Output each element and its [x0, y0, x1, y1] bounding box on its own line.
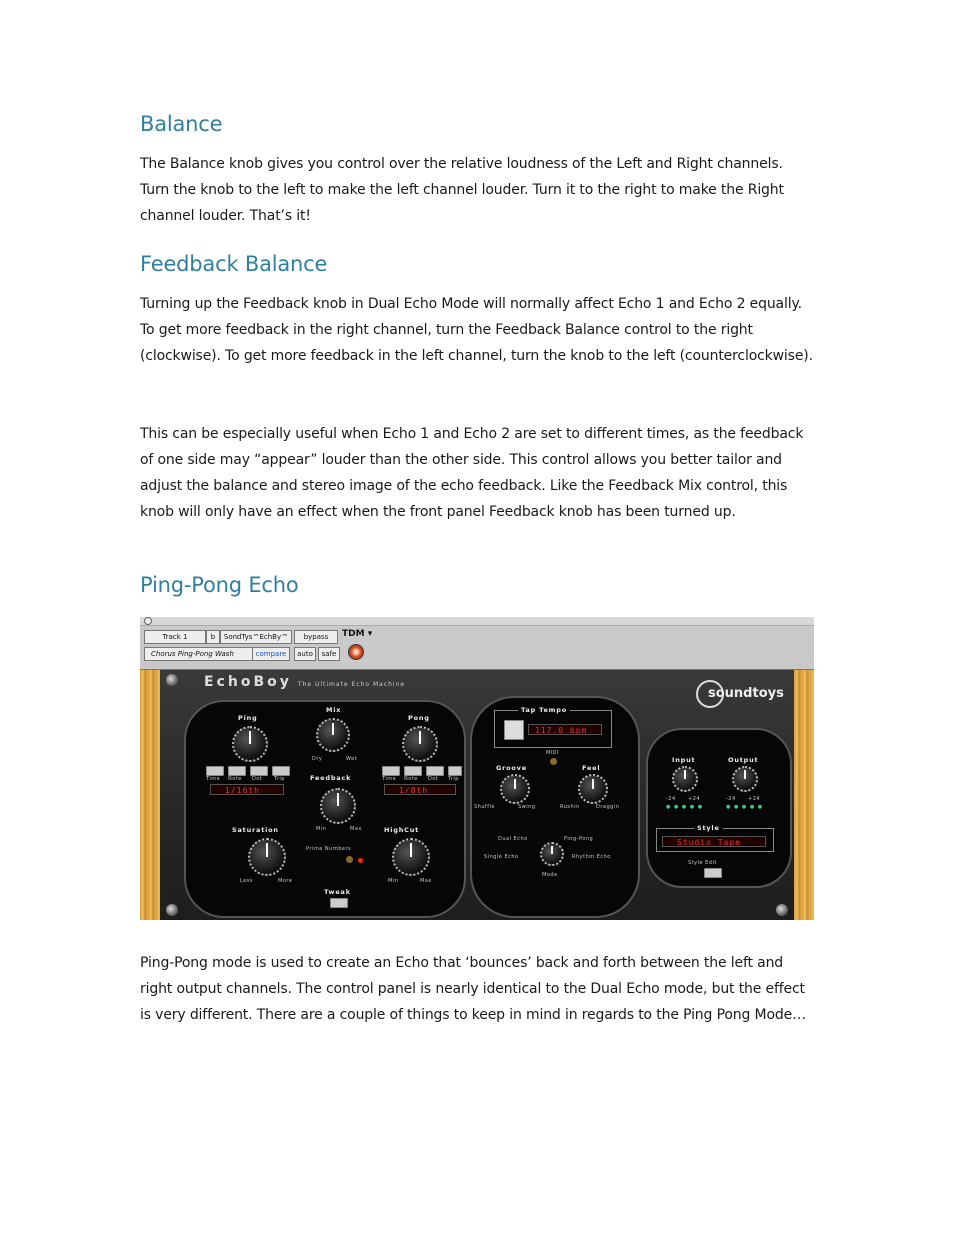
dual-echo-label: Dual Echo: [498, 836, 528, 842]
feedback-label: Feedback: [310, 774, 352, 782]
rhythm-echo-label: Rhythm Echo: [572, 854, 611, 860]
screw-icon: [776, 904, 788, 916]
bypass-button[interactable]: bypass: [294, 630, 338, 644]
section-heading-ping-pong-echo: Ping-Pong Echo: [140, 573, 299, 597]
feedback-balance-paragraph-2: This can be especially useful when Echo 1 and Echo 2 are set to different times, as the feedback of one side may “appear” louder than the other side. This control allows you better tailor and adjust the balance and stereo image of the echo feedback. Like the Feedback Mix control, this knob will only have an effect when the front panel Feedback knob has been turned up.: [140, 426, 804, 520]
highcut-label: HighCut: [384, 826, 420, 834]
draggin-label: Draggin: [596, 804, 620, 810]
plugin-body: [140, 670, 814, 920]
brand-title: [204, 674, 405, 690]
saturation-less-label: Less: [240, 878, 253, 884]
screw-icon: [166, 674, 178, 686]
midi-label: MIDI: [546, 750, 560, 756]
tweak-label: Tweak: [324, 888, 351, 896]
logo-text: soundtoys: [708, 686, 784, 701]
swing-label: Swing: [518, 804, 536, 810]
tweak-button[interactable]: [330, 898, 348, 908]
input-meter: ● ● ● ● ●: [666, 804, 704, 810]
dry-label: Dry: [312, 756, 323, 762]
tempo-display[interactable]: 117.0 bpm: [528, 724, 602, 735]
style-label: Style: [694, 824, 723, 832]
wood-side-left: [140, 670, 160, 920]
tap-tempo-button[interactable]: [504, 720, 524, 740]
screw-icon: [166, 904, 178, 916]
saturation-knob[interactable]: [248, 838, 286, 876]
style-display[interactable]: Studio Tape: [662, 836, 766, 847]
brand-tagline: The Ultimate Echo Machine: [297, 681, 406, 688]
close-icon[interactable]: [144, 617, 152, 625]
track-mode-button[interactable]: b: [206, 630, 220, 644]
mix-knob[interactable]: [316, 718, 350, 752]
input-min-label: -24: [666, 796, 676, 802]
feedback-max-label: Max: [350, 826, 362, 832]
ping-dot-label: Dot: [252, 776, 263, 782]
echoboy-plugin-screenshot: [140, 617, 814, 920]
ping-time-label: Time: [206, 776, 221, 782]
ping-trip-button[interactable]: [272, 766, 290, 776]
tdm-label: TDM ▾: [342, 629, 373, 639]
pong-note-button[interactable]: [404, 766, 422, 776]
balance-paragraph: The Balance knob gives you control over the relative loudness of the Left and Right channels. Turn the knob to the left to make the left channel louder. Turn it to the right to make the Right channel louder. That’s it!: [140, 156, 784, 224]
output-max-label: +24: [748, 796, 761, 802]
shuffle-label: Shuffle: [474, 804, 495, 810]
plugin-titlebar: [140, 617, 814, 626]
section-heading-balance: Balance: [140, 112, 223, 136]
highcut-min-label: Min: [388, 878, 399, 884]
wood-side-right: [794, 670, 814, 920]
pong-time-label: Time: [382, 776, 397, 782]
output-meter: ● ● ● ● ●: [726, 804, 764, 810]
pong-dot-label: Dot: [428, 776, 439, 782]
prime-numbers-switch[interactable]: [346, 856, 353, 863]
groove-knob[interactable]: [500, 774, 530, 804]
output-knob[interactable]: [732, 766, 758, 792]
echo-section: [184, 700, 466, 918]
pong-label: Pong: [408, 714, 430, 722]
pong-trip-button[interactable]: [448, 766, 462, 776]
mode-knob[interactable]: [540, 842, 564, 866]
pong-time-display[interactable]: 1/8th: [384, 784, 456, 795]
section-heading-feedback-balance: Feedback Balance: [140, 252, 328, 276]
plugin-panel: [160, 670, 794, 920]
ping-note-button[interactable]: [228, 766, 246, 776]
preset-selector[interactable]: Chorus Ping-Pong Wash: [144, 647, 254, 661]
pong-note-label: Note: [404, 776, 418, 782]
output-label: Output: [728, 756, 759, 764]
auto-button[interactable]: auto: [294, 647, 316, 661]
compare-button[interactable]: compare: [252, 647, 290, 661]
feedback-min-label: Min: [316, 826, 327, 832]
feel-label: Feel: [582, 764, 601, 772]
feedback-balance-paragraph-1: Turning up the Feedback knob in Dual Echo Mode will normally affect Echo 1 and Echo 2 equally. To get more feedback in the right channel, turn the Feedback Balance control to the right (clockwise). To get more feedback in the left channel, turn the knob to the left (counterclockwise).: [140, 296, 813, 364]
plugin-toolbar: [140, 626, 814, 670]
rushin-label: Rushin: [560, 804, 580, 810]
mix-label: Mix: [326, 706, 342, 714]
prime-numbers-led: [358, 858, 363, 863]
wet-label: Wet: [346, 756, 358, 762]
output-min-label: -24: [726, 796, 736, 802]
saturation-more-label: More: [278, 878, 293, 884]
highcut-max-label: Max: [420, 878, 432, 884]
pong-dot-button[interactable]: [426, 766, 444, 776]
feedback-knob[interactable]: [320, 788, 356, 824]
style-edit-label: Style Edit: [688, 860, 717, 866]
brand-name: EchoBoy: [204, 674, 292, 690]
pong-trip-label: Trip: [448, 776, 459, 782]
soundtoys-logo: [696, 680, 782, 708]
ping-trip-label: Trip: [274, 776, 285, 782]
feel-knob[interactable]: [578, 774, 608, 804]
ping-knob[interactable]: [232, 726, 268, 762]
ping-time-display[interactable]: 1/16th: [210, 784, 284, 795]
ping-pong-label: Ping-Pong: [564, 836, 594, 842]
track-selector[interactable]: Track 1: [144, 630, 206, 644]
saturation-label: Saturation: [232, 826, 279, 834]
io-style-section: [646, 728, 792, 888]
pong-time-button[interactable]: [382, 766, 400, 776]
ping-label: Ping: [238, 714, 258, 722]
input-max-label: +24: [688, 796, 701, 802]
single-echo-label: Single Echo: [484, 854, 519, 860]
tap-tempo-label: Tap Tempo: [518, 706, 570, 714]
tdm-record-icon[interactable]: [348, 644, 364, 660]
pong-knob[interactable]: [402, 726, 438, 762]
midi-switch[interactable]: [550, 758, 557, 765]
input-knob[interactable]: [672, 766, 698, 792]
ping-dot-button[interactable]: [250, 766, 268, 776]
style-edit-button[interactable]: [704, 868, 722, 878]
groove-label: Groove: [496, 764, 527, 772]
insert-selector[interactable]: SondTys™EchBy™: [220, 630, 292, 644]
ping-time-button[interactable]: [206, 766, 224, 776]
safe-button[interactable]: safe: [318, 647, 340, 661]
highcut-knob[interactable]: [392, 838, 430, 876]
mode-label: Mode: [542, 872, 558, 878]
input-label: Input: [672, 756, 696, 764]
ping-pong-paragraph: Ping-Pong mode is used to create an Echo that ‘bounces’ back and forth between the left and right output channels. The control panel is nearly identical to the Dual Echo mode, but the effect is very different. There are a couple of things to keep in mind in regards to the Ping Pong Mode…: [140, 955, 806, 1023]
tempo-mode-section: [470, 696, 640, 918]
ping-note-label: Note: [228, 776, 242, 782]
prime-numbers-label: Prime Numbers: [306, 846, 352, 852]
